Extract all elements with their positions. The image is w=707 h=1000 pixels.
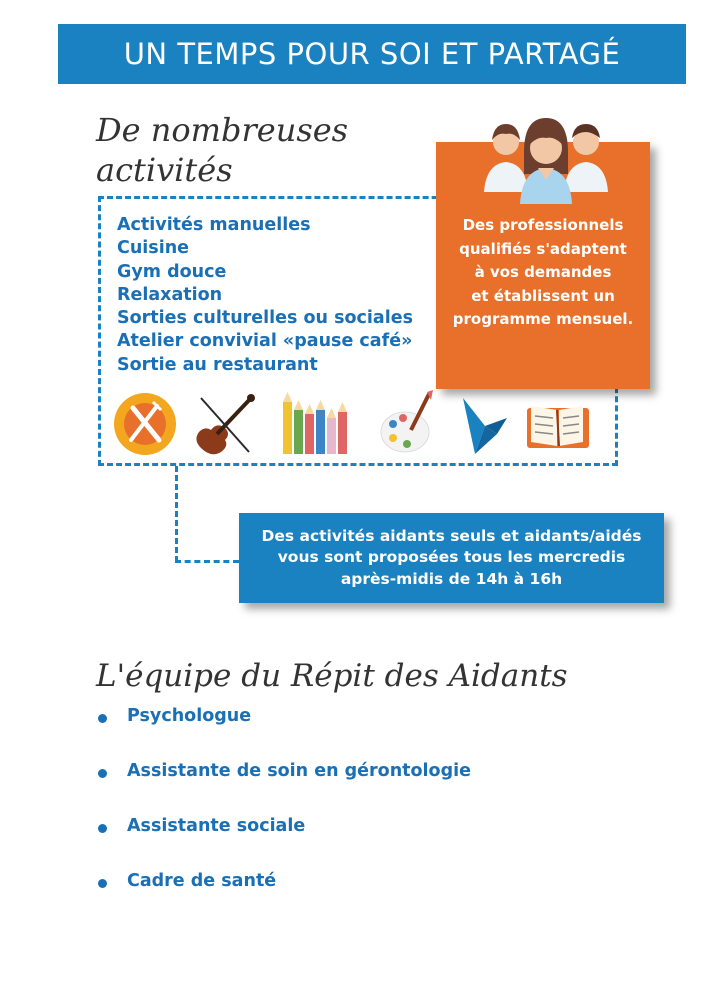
team-member-label: Assistante de soin en gérontologie (127, 761, 471, 781)
team-member-label: Cadre de santé (127, 871, 277, 891)
activities-heading-line1: De nombreuses (96, 111, 349, 149)
book-icon (527, 406, 589, 448)
activity-item: Sortie au restaurant (117, 354, 318, 375)
violin-icon (196, 394, 255, 454)
team-list (98, 706, 471, 926)
bullet-icon (98, 769, 107, 778)
team-member (98, 761, 471, 816)
dashed-connector-horizontal (175, 560, 239, 563)
team-member (98, 816, 471, 871)
professionals-line: Des professionnels (462, 216, 624, 234)
activity-item: Atelier convivial «pause café» (117, 331, 413, 352)
schedule-line: Des activités aidants seuls et aidants/aidés (261, 526, 642, 545)
origami-bird-icon (463, 398, 507, 454)
bullet-icon (98, 879, 107, 888)
professionals-line: et établissent un (471, 286, 615, 305)
team-heading: L'équipe du Répit des Aidants (96, 658, 568, 694)
team-member (98, 871, 471, 926)
activities-heading-line2: activités (96, 151, 233, 189)
palette-icon (381, 390, 433, 452)
schedule-line: après-midis de 14h à 16h (340, 569, 563, 588)
professionals-line: qualifiés s'adaptent (459, 239, 627, 258)
team-member (98, 706, 471, 761)
page-title: UN TEMPS POUR SOI ET PARTAGÉ (123, 37, 621, 71)
schedule-line: vous sont proposées tous les mercredis (277, 548, 626, 567)
schedule-box (239, 513, 664, 603)
bullet-icon (98, 824, 107, 833)
professionals-text (436, 214, 650, 332)
activities-list (117, 214, 413, 377)
team-member-label: Psychologue (127, 706, 252, 726)
bullet-icon (98, 714, 107, 723)
activity-item: Relaxation (117, 284, 223, 305)
cutlery-icon (114, 393, 176, 455)
professionals-line: programme mensuel. (452, 310, 634, 328)
activity-item: Sorties culturelles ou sociales (117, 308, 414, 329)
activity-item: Activités manuelles (117, 215, 311, 235)
team-member-label: Assistante sociale (127, 816, 306, 836)
professionals-line: à vos demandes (474, 263, 612, 281)
activity-item: Cuisine (117, 238, 190, 259)
page-header (58, 24, 686, 84)
professionals-icon (480, 112, 612, 204)
dashed-connector-vertical (175, 466, 178, 562)
pencils-icon (283, 392, 347, 454)
activity-icons-row (113, 388, 603, 460)
schedule-text (261, 526, 641, 591)
activity-item: Gym douce (117, 261, 227, 282)
